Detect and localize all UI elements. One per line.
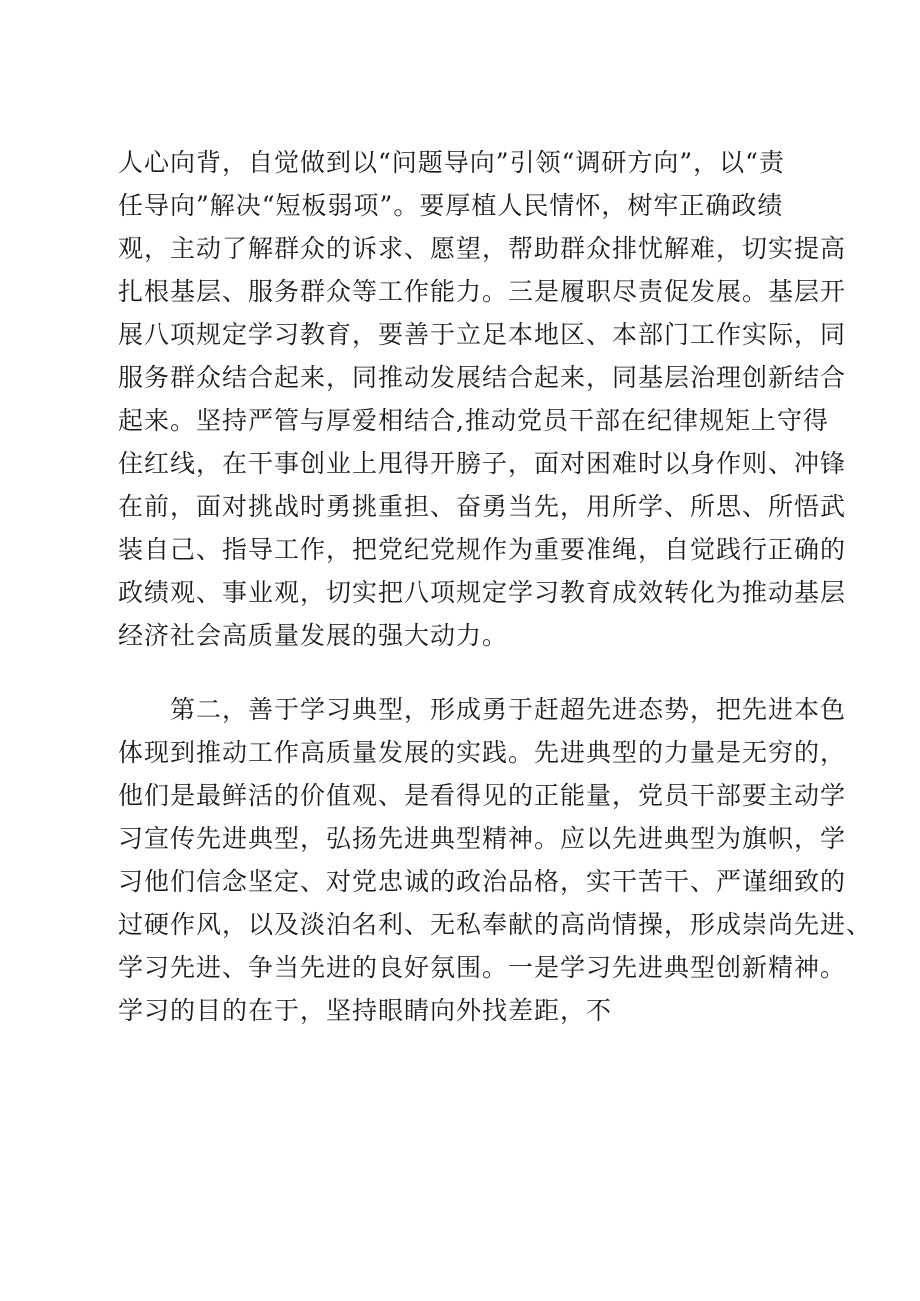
text-line: 经济社会高质量发展的强大动力。 [118, 621, 509, 650]
text-line: 观，主动了解群众的诉求、愿望，帮助群众排忧解难，切实提高 [118, 234, 847, 263]
text-line: 体现到推动工作高质量发展的实践。先进典型的力量是无穷的， [118, 738, 847, 767]
text-line: 展八项规定学习教育，要善于立足本地区、本部门工作实际，同 [118, 320, 847, 349]
text-line: 习他们信念坚定、对党忠诚的政治品格，实干苦干、严谨细致的 [118, 867, 847, 896]
text-line: 过硬作风，以及淡泊名利、无私奉献的高尚情操，形成崇尚先进、 [118, 910, 873, 939]
text-line: 学习先进、争当先进的良好氛围。一是学习先进典型创新精神。 [118, 953, 847, 982]
text-line: 政绩观、事业观，切实把八项规定学习教育成效转化为推动基层 [118, 578, 847, 607]
text-line: 学习的目的在于，坚持眼睛向外找差距，不 [118, 996, 613, 1025]
text-line: 他们是最鲜活的价值观、是看得见的正能量，党员干部要主动学 [118, 781, 847, 810]
text-line: 习宣传先进典型，弘扬先进典型精神。应以先进典型为旗帜，学 [118, 824, 847, 853]
text-line: 人心向背，自觉做到以“问题导向”引领“调研方向”，以“责 [118, 148, 785, 177]
text-line: 起来。坚持严管与厚爱相结合,推动党员干部在纪律规矩上守得 [118, 406, 829, 435]
text-line: 服务群众结合起来，同推动发展结合起来，同基层治理创新结合 [118, 363, 847, 392]
text-line: 第二，善于学习典型，形成勇于赶超先进态势，把先进本色 [118, 695, 847, 724]
text-line: 扎根基层、服务群众等工作能力。三是履职尽责促发展。基层开 [118, 277, 847, 306]
paragraph-1 [118, 141, 847, 657]
text-line: 任导向”解决“短板弱项”。要厚植人民情怀，树牢正确政绩 [118, 191, 784, 220]
text-line: 住红线，在干事创业上甩得开膀子，面对困难时以身作则、冲锋 [118, 449, 847, 478]
text-line: 装自己、指导工作，把党纪党规作为重要准绳，自觉践行正确的 [118, 535, 847, 564]
text-line: 在前，面对挑战时勇挑重担、奋勇当先，用所学、所思、所悟武 [118, 492, 847, 521]
paragraph-2 [118, 688, 873, 1032]
